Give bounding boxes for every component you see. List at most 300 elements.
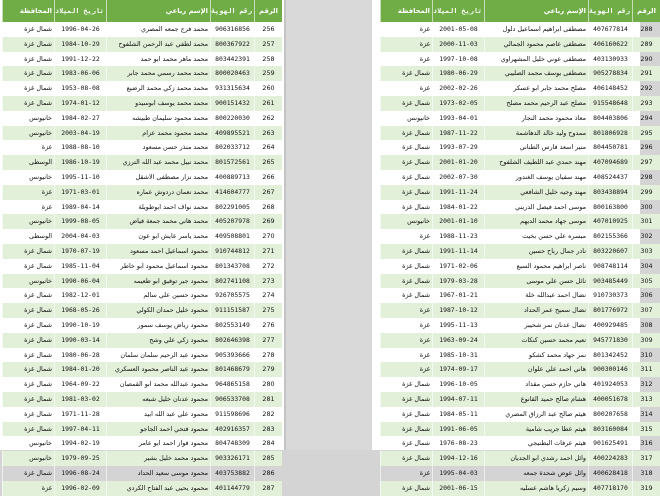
cell-gov: شمال غزة [2, 392, 54, 407]
cell-gov: خانيونس [2, 436, 54, 451]
cell-id: 406148452 [588, 81, 632, 96]
cell-name: محمد لطفي عبد الرحمن الشلفوح [106, 37, 210, 52]
table-row [2, 111, 282, 126]
cell-gov: غزة [380, 362, 432, 377]
cell-name: هاني احمد علي علوان [484, 362, 588, 377]
cell-gov: شمال غزة [380, 436, 432, 451]
cell-name: نضال سميح عمر الحداد [484, 303, 588, 318]
cell-dob: 1981-03-02 [54, 392, 106, 407]
cell-id: 405207978 [210, 214, 254, 229]
table-row [2, 274, 282, 289]
table-row [2, 466, 282, 481]
cell-dob: 1999-08-05 [54, 214, 106, 229]
cell-id: 903326171 [210, 451, 254, 466]
cell-id: 407094689 [588, 155, 632, 170]
cell-num: 294 [632, 111, 660, 126]
cell-dob: 1995-11-13 [432, 318, 484, 333]
cell-num: 297 [632, 155, 660, 170]
cell-name: ناصر ابراهيم محمود السبع [484, 259, 588, 274]
cell-num: 316 [632, 436, 660, 451]
header-dob: تاريخ الميلاد [54, 0, 106, 22]
table-row [2, 333, 282, 348]
cell-id: 901625491 [588, 436, 632, 451]
table-row [380, 126, 660, 141]
cell-name: وائل احمد رشدي ابو الجديان [484, 451, 588, 466]
cell-num: 272 [254, 259, 282, 274]
cell-gov: خانيونس [2, 274, 54, 289]
cell-num: 314 [632, 407, 660, 422]
cell-id: 802741108 [210, 274, 254, 289]
header-dob: تاريخ الميلاد [432, 0, 484, 22]
cell-id: 409508801 [210, 229, 254, 244]
cell-id: 906533708 [210, 392, 254, 407]
cell-id: 403130933 [588, 52, 632, 67]
cell-id: 802553149 [210, 318, 254, 333]
cell-num: 265 [254, 155, 282, 170]
cell-name: محمود موسى سعيد الحداد [106, 466, 210, 481]
cell-dob: 1988-11-23 [432, 229, 484, 244]
cell-name: محمود فتحي احمد الجاجو [106, 422, 210, 437]
cell-name: نضال احمد عبدالله خلة [484, 288, 588, 303]
cell-dob: 1970-07-19 [54, 244, 106, 259]
cell-gov: غزة [380, 22, 432, 37]
cell-num: 260 [254, 81, 282, 96]
cell-dob: 1990-06-04 [54, 274, 106, 289]
table-row [380, 274, 660, 289]
table-row [380, 81, 660, 96]
cell-dob: 1980-06-28 [54, 348, 106, 363]
cell-gov: شمال غزة [2, 288, 54, 303]
cell-dob: 2002-02-26 [432, 81, 484, 96]
cell-gov: شمال غزة [380, 66, 432, 81]
cell-name: نعيم محمد حسين كنكات [484, 333, 588, 348]
header-id: رقم الهوية [588, 0, 632, 22]
table-row [380, 170, 660, 185]
cell-id: 900300146 [588, 362, 632, 377]
cell-num: 263 [254, 126, 282, 141]
cell-dob: 1997-04-11 [54, 422, 106, 437]
cell-name: منير اسعد فارس الطناني [484, 140, 588, 155]
cell-id: 407010925 [588, 214, 632, 229]
cell-num: 275 [254, 303, 282, 318]
cell-dob: 1984-02-27 [54, 111, 106, 126]
cell-num: 319 [632, 481, 660, 496]
cell-num: 313 [632, 392, 660, 407]
cell-num: 291 [632, 66, 660, 81]
cell-name: مصلح محمد جابر ابو عسكر [484, 81, 588, 96]
table-row [380, 333, 660, 348]
table-row [380, 37, 660, 52]
cell-gov: شمال غزة [2, 466, 54, 481]
cell-id: 801776972 [588, 303, 632, 318]
cell-id: 906316856 [210, 22, 254, 37]
cell-num: 274 [254, 288, 282, 303]
cell-dob: 1985-10-31 [432, 348, 484, 363]
table-row [2, 436, 282, 451]
cell-dob: 1993-04-01 [432, 111, 484, 126]
cell-num: 267 [254, 185, 282, 200]
cell-num: 273 [254, 274, 282, 289]
cell-gov: شمال غزة [380, 140, 432, 155]
cell-gov: خانيونس [380, 214, 432, 229]
cell-gov: غزة [380, 466, 432, 481]
cell-num: 309 [632, 333, 660, 348]
cell-id: 401924053 [588, 377, 632, 392]
cell-num: 284 [254, 436, 282, 451]
cell-num: 310 [632, 348, 660, 363]
cell-dob: 2000-11-03 [432, 37, 484, 52]
cell-gov: شمال غزة [380, 451, 432, 466]
cell-dob: 1982-12-01 [54, 288, 106, 303]
cell-name: محمود اسماعيل احمد مسعود [106, 244, 210, 259]
cell-id: 802646398 [210, 333, 254, 348]
cell-id: 401144779 [210, 481, 254, 496]
table-row [2, 126, 282, 141]
table-row [2, 185, 282, 200]
cell-id: 911598696 [210, 407, 254, 422]
cell-id: 801342452 [588, 348, 632, 363]
cell-gov: شمال غزة [380, 155, 432, 170]
table-row [2, 481, 282, 496]
cell-dob: 1973-02-05 [432, 96, 484, 111]
cell-name: موسى احمد فيصل الدريني [484, 200, 588, 215]
table-row [2, 229, 282, 244]
cell-id: 802291005 [210, 200, 254, 215]
right-table [380, 0, 660, 496]
header-num: الرقم [632, 0, 660, 22]
cell-gov: شمال غزة [2, 303, 54, 318]
cell-id: 400051678 [588, 392, 632, 407]
cell-id: 803160084 [588, 422, 632, 437]
table-row [380, 200, 660, 215]
page-gap [284, 0, 372, 450]
cell-gov: شمال غزة [380, 392, 432, 407]
cell-id: 800220030 [210, 111, 254, 126]
cell-name: محمد نواف احمد ابوطويلة [106, 200, 210, 215]
table-row [2, 244, 282, 259]
cell-name: ميسره علي حسن بخيت [484, 229, 588, 244]
cell-name: محمد فرج جمعه المصري [106, 22, 210, 37]
cell-dob: 1971-11-28 [54, 407, 106, 422]
cell-dob: 1984-10-29 [54, 37, 106, 52]
cell-num: 276 [254, 318, 282, 333]
cell-name: مصطفى يوسف محمد الصليبي [484, 66, 588, 81]
cell-gov: غزة [380, 229, 432, 244]
cell-dob: 1990-10-19 [54, 318, 106, 333]
cell-name: محمود عبدالله محمد ابو القمصان [106, 377, 210, 392]
cell-gov: شمال غزة [2, 22, 54, 37]
cell-dob: 1993-07-29 [432, 140, 484, 155]
table-row [380, 140, 660, 155]
cell-num: 288 [632, 22, 660, 37]
table-row [380, 303, 660, 318]
cell-gov: شمال غزة [2, 318, 54, 333]
cell-num: 306 [632, 288, 660, 303]
table-row [2, 214, 282, 229]
cell-dob: 1964-09-22 [54, 377, 106, 392]
cell-num: 292 [632, 81, 660, 96]
cell-name: محمد نزار مصطفى الاشقل [106, 170, 210, 185]
cell-gov: شمال غزة [380, 288, 432, 303]
cell-gov: شمال غزة [380, 481, 432, 496]
cell-num: 315 [632, 422, 660, 437]
table-row [2, 259, 282, 274]
cell-dob: 1990-03-14 [54, 333, 106, 348]
cell-name: موسى جهاد محمد الديهم [484, 214, 588, 229]
cell-num: 261 [254, 96, 282, 111]
cell-id: 400929485 [588, 318, 632, 333]
cell-gov: شمال غزة [380, 170, 432, 185]
cell-name: هيثم صالح عبد الرزاق المصري [484, 407, 588, 422]
cell-dob: 2003-04-19 [54, 126, 106, 141]
cell-gov: خانيونس [2, 111, 54, 126]
cell-id: 804450781 [588, 140, 632, 155]
cell-dob: 1996-10-05 [432, 377, 484, 392]
cell-name: محمود عبد الناصر محمود العسكري [106, 362, 210, 377]
cell-name: ممدوح وليد خالد الدهاشمة [484, 126, 588, 141]
cell-gov: شمال غزة [2, 377, 54, 392]
table-row [2, 303, 282, 318]
table-row [380, 259, 660, 274]
cell-dob: 1979-03-28 [432, 274, 484, 289]
left-table [2, 0, 282, 496]
cell-name: محمود رياض يوسف سمور [106, 318, 210, 333]
table-row [380, 422, 660, 437]
cell-gov: شمال غزة [380, 377, 432, 392]
cell-num: 256 [254, 22, 282, 37]
cell-name: محمد نعمان دردوش عماره [106, 185, 210, 200]
cell-id: 802033712 [210, 140, 254, 155]
cell-gov: شمال غزة [380, 126, 432, 141]
cell-id: 915548648 [588, 96, 632, 111]
table-row [380, 407, 660, 422]
cell-dob: 1984-05-11 [432, 407, 484, 422]
table-row [2, 377, 282, 392]
cell-dob: 2002-07-30 [432, 170, 484, 185]
table-row [380, 318, 660, 333]
cell-gov: خانيونس [380, 111, 432, 126]
cell-dob: 1996-02-09 [54, 481, 106, 496]
cell-gov: غزة [380, 348, 432, 363]
cell-dob: 1988-08-10 [54, 140, 106, 155]
cell-name: محمود محمد خليل بشير [106, 451, 210, 466]
cell-name: مصطفى ابراهيم اسماعيل دلول [484, 22, 588, 37]
cell-name: محمود جبر توفيق ابو طعيمه [106, 274, 210, 289]
cell-dob: 1967-01-21 [432, 288, 484, 303]
cell-dob: 1968-05-26 [54, 303, 106, 318]
cell-name: مهند وجيه خليل الشافعي [484, 185, 588, 200]
cell-num: 305 [632, 274, 660, 289]
cell-dob: 1976-08-23 [432, 436, 484, 451]
cell-gov: شمال غزة [380, 274, 432, 289]
cell-id: 931315634 [210, 81, 254, 96]
cell-name: محمد محمد يوسف ابوسيدو [106, 96, 210, 111]
cell-num: 318 [632, 466, 660, 481]
cell-id: 910730373 [588, 288, 632, 303]
cell-num: 268 [254, 200, 282, 215]
table-row [380, 229, 660, 244]
cell-name: نائل حسن علي موسى [484, 274, 588, 289]
cell-num: 282 [254, 407, 282, 422]
cell-num: 258 [254, 52, 282, 67]
table-row [380, 66, 660, 81]
cell-name: هشام صالح حميد القانوع [484, 392, 588, 407]
header-name: الإسم رباعي [106, 0, 210, 22]
cell-id: 409895521 [210, 126, 254, 141]
cell-dob: 1985-11-04 [54, 259, 106, 274]
cell-dob: 1974-01-12 [54, 96, 106, 111]
cell-name: محمد ماهر محمد ابو حمد [106, 52, 210, 67]
cell-name: وسيم زكريا هاشم عسليه [484, 481, 588, 496]
cell-dob: 1986-10-19 [54, 155, 106, 170]
cell-dob: 1963-09-24 [432, 333, 484, 348]
cell-num: 307 [632, 303, 660, 318]
cell-id: 964865158 [210, 377, 254, 392]
cell-dob: 1995-11-10 [54, 170, 106, 185]
table-row [2, 407, 282, 422]
cell-name: محمد محمد رسمي محمد جابر [106, 66, 210, 81]
cell-gov: غزة [380, 81, 432, 96]
table-row [380, 96, 660, 111]
table-row [380, 392, 660, 407]
header-gov: المحافظة [380, 0, 432, 22]
table-row [380, 466, 660, 481]
cell-name: وائل عوض شحدة جمعه [484, 466, 588, 481]
cell-dob: 1991-12-22 [54, 52, 106, 67]
table-row [2, 140, 282, 155]
cell-id: 801468679 [210, 362, 254, 377]
cell-id: 800020463 [210, 66, 254, 81]
cell-name: نضال عدنان نمر شحيبر [484, 318, 588, 333]
cell-gov: شمال غزة [2, 407, 54, 422]
cell-gov: شمال غزة [2, 66, 54, 81]
cell-id: 801343708 [210, 259, 254, 274]
cell-gov: شمال غزة [380, 259, 432, 274]
cell-dob: 2001-05-08 [432, 22, 484, 37]
table-row [2, 200, 282, 215]
cell-gov: غزة [2, 140, 54, 155]
cell-num: 296 [632, 140, 660, 155]
cell-num: 262 [254, 111, 282, 126]
cell-id: 804748309 [210, 436, 254, 451]
cell-dob: 1987-10-12 [432, 303, 484, 318]
cell-num: 281 [254, 392, 282, 407]
cell-dob: 1994-02-19 [54, 436, 106, 451]
cell-gov: غزة [380, 37, 432, 52]
cell-dob: 1974-09-17 [432, 362, 484, 377]
cell-gov: شمال غزة [2, 81, 54, 96]
cell-gov: شمال غزة [2, 259, 54, 274]
cell-id: 400224283 [588, 451, 632, 466]
cell-num: 304 [632, 259, 660, 274]
table-row [2, 422, 282, 437]
cell-id: 801806928 [588, 126, 632, 141]
cell-gov: غزة [380, 333, 432, 348]
cell-gov: غزة [2, 481, 54, 496]
cell-id: 800367922 [210, 37, 254, 52]
cell-id: 800163800 [588, 200, 632, 215]
cell-id: 400628418 [588, 466, 632, 481]
cell-num: 266 [254, 170, 282, 185]
table-header [2, 0, 282, 22]
header-id: رقم الهوية [210, 0, 254, 22]
cell-id: 407718170 [588, 481, 632, 496]
cell-dob: 1980-06-29 [432, 66, 484, 81]
cell-id: 407677814 [588, 22, 632, 37]
cell-id: 926705575 [210, 288, 254, 303]
left-page [0, 0, 284, 492]
table-row [2, 348, 282, 363]
cell-num: 279 [254, 362, 282, 377]
cell-name: مهند سفيان يوسف الغندور [484, 170, 588, 185]
table-row [2, 37, 282, 52]
cell-dob: 1984-01-20 [54, 362, 106, 377]
cell-name: محمود اسماعيل محمود ابو خاطر [106, 259, 210, 274]
cell-id: 911151587 [210, 303, 254, 318]
cell-dob: 2004-04-03 [54, 229, 106, 244]
cell-id: 801572561 [210, 155, 254, 170]
cell-dob: 2001-01-20 [432, 155, 484, 170]
cell-name: نمر جهاد محمد كشكو [484, 348, 588, 363]
cell-gov: غزة [380, 52, 432, 67]
cell-gov: شمال غزة [2, 37, 54, 52]
cell-num: 295 [632, 126, 660, 141]
table-row [380, 377, 660, 392]
cell-name: محمد محمود محمد عزام [106, 126, 210, 141]
header-num: الرقم [254, 0, 282, 22]
table-row [380, 288, 660, 303]
header-name: الإسم رباعي [484, 0, 588, 22]
cell-name: هيثم عطا جريب شامية [484, 422, 588, 437]
cell-id: 905393666 [210, 348, 254, 363]
table-row [380, 155, 660, 170]
cell-gov: خانيونس [2, 126, 54, 141]
cell-dob: 1971-03-01 [54, 185, 106, 200]
cell-name: مصطفى عوني خليل المشهراوي [484, 52, 588, 67]
cell-dob: 1996-04-26 [54, 22, 106, 37]
cell-num: 259 [254, 66, 282, 81]
cell-id: 408524437 [588, 170, 632, 185]
cell-id: 803220607 [588, 244, 632, 259]
cell-id: 903485449 [588, 274, 632, 289]
cell-num: 303 [632, 244, 660, 259]
cell-num: 257 [254, 37, 282, 52]
cell-name: محمد ياسر عايش ابو عون [106, 229, 210, 244]
cell-id: 414604777 [210, 185, 254, 200]
cell-id: 400889713 [210, 170, 254, 185]
cell-dob: 1989-04-14 [54, 200, 106, 215]
cell-num: 298 [632, 170, 660, 185]
table-row [380, 244, 660, 259]
cell-dob: 1991-06-05 [432, 422, 484, 437]
table-row [2, 66, 282, 81]
cell-name: محمود فواز احمد ابو عامر [106, 436, 210, 451]
cell-dob: 1994-12-16 [432, 451, 484, 466]
cell-num: 285 [254, 451, 282, 466]
table-row [2, 170, 282, 185]
table-row [380, 451, 660, 466]
cell-dob: 1995-04-03 [432, 466, 484, 481]
cell-dob: 1984-01-22 [432, 200, 484, 215]
cell-dob: 1994-07-11 [432, 392, 484, 407]
cell-num: 280 [254, 377, 282, 392]
cell-dob: 2001-06-15 [432, 481, 484, 496]
cell-gov: شمال غزة [2, 362, 54, 377]
cell-name: محمود زكي علي وشح [106, 333, 210, 348]
cell-dob: 1997-10-08 [432, 52, 484, 67]
cell-gov: شمال غزة [2, 333, 54, 348]
cell-name: محمود حسين علي سالم [106, 288, 210, 303]
